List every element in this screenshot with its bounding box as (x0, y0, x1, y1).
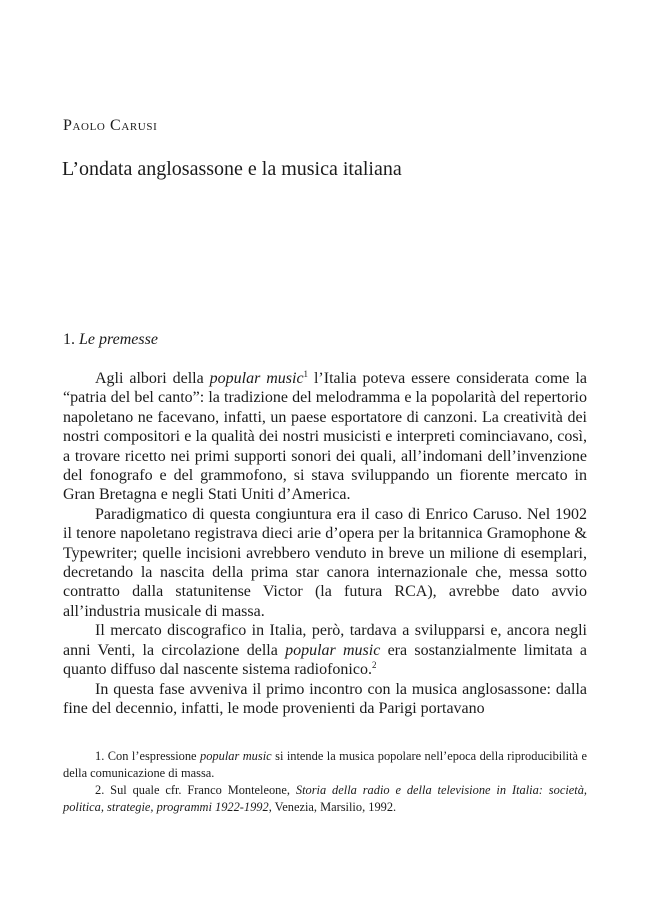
author-name: Paolo Carusi (63, 117, 158, 134)
text-run: Paradigmatico di questa congiuntura era il caso di Enrico Caruso. Nel 1902 il tenore napoletano registrava dieci arie d’opera per la britannica Gramophone & Typewriter; quelle incisioni avrebbero venduto in breve un milione di esemplari, decretando la nascita della prima star canora internazionale che, messa sotto contratto dalla statunitense Victor (la futura RCA), avrebbe dato avvio all’industria musicale di massa. (63, 505, 587, 620)
text-run: Agli albori della (95, 370, 210, 387)
footnote-1 (63, 748, 587, 782)
text-run: l’Italia poteva essere considerata come la “patria del bel canto”: la tradizione del melodramma e la popolarità del repertorio napoletano ne facevano, infatti, un paese esportatore di canzoni. La creatività dei nostri compositori e la qualità dei nostri musicisti e interpreti cominciavano, così, a trovare ricetto nei primi supporti sonori dei quali, all’indomani dell’invenzione del fonografo e del grammofono, si stava sviluppando un fiorente mercato in Gran Bretagna e negli Stati Uniti d’America. (63, 370, 587, 504)
text-run: si intende la musica popolare nell’epoca della riproducibilità e della comunicazione di massa. (63, 749, 588, 780)
paragraph-3 (63, 621, 587, 679)
italic-term: popular music (285, 641, 381, 659)
paragraph-2 (63, 505, 587, 621)
italic-term: popular music (200, 749, 272, 763)
text-run: era sostanzialmente limitata a quanto diffuso dal nascente sistema radiofonico. (63, 641, 588, 679)
italic-term: popular music (209, 370, 304, 387)
text-run: 1. Con l’espressione (95, 749, 201, 763)
paragraph-1 (63, 369, 587, 505)
paragraph-4 (63, 680, 587, 719)
text-run: Il mercato discografico in Italia, però, tardava a svilupparsi e, ancora negli anni Venti, la circolazione della (63, 622, 587, 659)
section-title: Le premesse (79, 331, 158, 348)
footnote-2 (63, 782, 587, 816)
text-run: , Venezia, Marsilio, 1992. (268, 800, 397, 814)
italic-title: Storia della radio e della televisione in Italia: società, politica, strategie, programmi 1922-1992 (63, 783, 587, 814)
text-run: In questa fase avveniva il primo incontro con la musica anglosassone: dalla fine del decennio, infatti, le mode provenienti da Parigi portavano (63, 680, 587, 717)
footnote-ref-1[interactable]: 1 (303, 369, 309, 379)
section-heading (63, 331, 158, 349)
chapter-title: L’ondata anglosassone e la musica italiana (62, 158, 402, 180)
section-number: 1. (63, 331, 75, 348)
text-run: 2. Sul quale cfr. Franco Monteleone, (95, 783, 296, 797)
footnote-ref-2[interactable]: 2 (371, 660, 377, 671)
footnotes (63, 748, 587, 816)
body-text (63, 369, 587, 718)
